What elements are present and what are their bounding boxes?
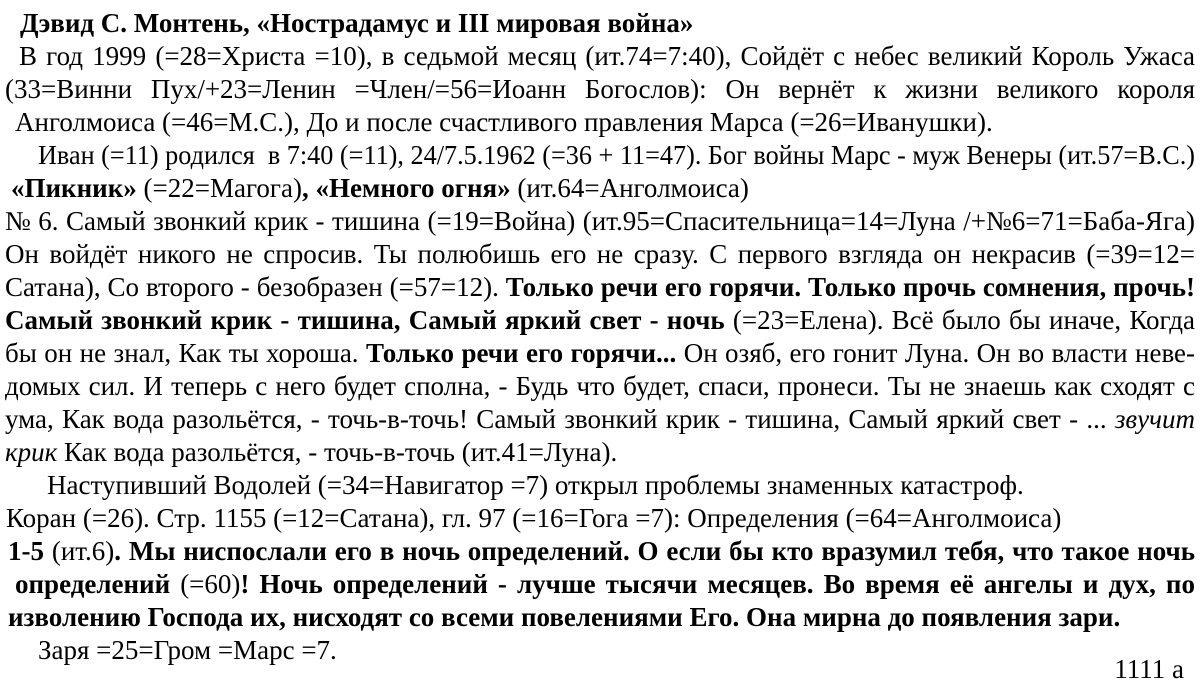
text-segment: Сатана), Со второго - безобразен (=57=12). <box>5 272 506 302</box>
text-line <box>5 403 1195 436</box>
text-line <box>5 40 1195 73</box>
bold-text: определений <box>15 569 181 599</box>
text-line <box>5 106 1195 139</box>
page-number: 1111 а <box>1114 654 1184 684</box>
bold-text: ! Ночь определений - лучше тысячи месяцев. Во время её ангелы и дух, по <box>240 569 1195 599</box>
text-segment: (ит.6) <box>51 536 115 566</box>
text-segment: (ит.64=Анголмоиса) <box>510 173 749 203</box>
text-segment: Он войдёт никого не спросив. Ты полюбишь его не сразу. С первого взгляда он некрасив (=39=12= <box>5 239 1195 269</box>
text-line-content <box>11 172 749 205</box>
text-segment: (=60) <box>180 569 241 599</box>
italic-text: звучит <box>1114 404 1195 434</box>
text-line <box>5 370 1195 403</box>
text-line <box>5 634 1195 667</box>
text-segment: бы он не знал, Как ты хороша. <box>5 338 366 368</box>
text-line <box>5 238 1195 271</box>
text-line-content <box>5 337 1195 370</box>
text-line <box>5 172 1195 205</box>
text-line-content <box>8 535 1195 568</box>
text-line-content <box>5 205 1195 238</box>
text-line-content <box>15 568 1195 601</box>
text-segment: Как вода разольётся, - точь-в-точь (ит.41=Луна). <box>57 437 618 467</box>
bold-text: . Мы ниспослали его в ночь определений. О если бы кто вразумил тебя, что такое ночь <box>114 536 1195 566</box>
bold-text: «Пикник» <box>11 173 137 203</box>
text-line <box>5 304 1195 337</box>
bold-text: , «Немного огня» <box>301 173 511 203</box>
text-segment: (=23=Елена). Всё было бы иначе, Когда <box>724 305 1195 335</box>
text-segment: ума, Как вода разольётся, - точь-в-точь! Самый звонкий крик - тишина, Самый яркий свет - ... <box>5 404 1115 434</box>
text-line <box>5 601 1195 634</box>
text-segment: Коран (=26). Стр. 1155 (=12=Сатана), гл. 97 (=16=Гога =7): Определения (=64=Анголмоиса) <box>6 503 1062 533</box>
text-line-content <box>47 469 1024 502</box>
text-line <box>5 205 1195 238</box>
text-line <box>5 436 1195 469</box>
text-line-content <box>6 502 1061 535</box>
bold-text: Самый звонкий крик - тишина, Самый яркий свет - ночь <box>5 305 725 335</box>
text-segment: Заря =25=Гром =Марс =7. <box>38 635 337 665</box>
text-segment: Он озяб, его гонит Луна. Он во власти неве- <box>676 338 1196 368</box>
text-line-content <box>15 106 993 139</box>
text-line-content <box>5 304 1195 337</box>
bold-text: Только речи его горячи. Только прочь сомнения, прочь! <box>505 272 1195 302</box>
text-segment: Анголмоиса (=46=М.С.), До и после счастливого правления Марса (=26=Иванушки). <box>15 107 993 137</box>
text-line-content <box>38 139 1195 172</box>
text-segment: домых сил. И теперь с него будет сполна, - Будь что будет, спаси, пронеси. Ты не знаешь как сходят с <box>5 371 1195 401</box>
text-line <box>5 469 1195 502</box>
bold-text: Только речи его горячи... <box>365 338 677 368</box>
text-line-content <box>5 436 617 469</box>
text-line-content <box>38 634 337 667</box>
text-line <box>5 7 1195 40</box>
text-line-content <box>8 601 1120 634</box>
text-line-content <box>5 403 1195 436</box>
text-line <box>5 337 1195 370</box>
text-line-content <box>19 40 1195 73</box>
text-line-content <box>5 370 1195 403</box>
text-segment: Наступивший Водолей (=34=Навигатор =7) открыл проблемы знаменных катастроф. <box>47 470 1024 500</box>
text-segment: (33=Винни Пух/+23=Ленин =Член/=56=Иоанн Богослов): Он вернёт к жизни великого короля <box>5 74 1195 104</box>
text-line-content <box>5 271 1195 304</box>
text-line <box>5 502 1195 535</box>
text-line <box>5 568 1195 601</box>
bold-text: Дэвид С. Монтень, «Нострадамус и III мировая война» <box>20 8 694 38</box>
text-segment: В год 1999 (=28=Христа =10), в седьмой месяц (ит.74=7:40), Сойдёт с небес великий Король Ужаса <box>19 41 1195 71</box>
bold-text: изволению Господа их, нисходят со всеми повелениями Его. Она мирна до появления зари. <box>8 602 1121 632</box>
text-segment: № 6. Самый звонкий крик - тишина (=19=Война) (ит.95=Спасительница=14=Луна /+№6=71=Баба-Яга) <box>5 206 1195 236</box>
text-line-content <box>20 7 693 40</box>
text-line <box>5 73 1195 106</box>
text-line-content <box>5 238 1195 271</box>
text-line-content <box>5 73 1195 106</box>
bold-text: 1-5 <box>8 536 52 566</box>
text-line <box>5 139 1195 172</box>
text-line <box>5 271 1195 304</box>
text-line <box>5 535 1195 568</box>
italic-text: крик <box>5 437 58 467</box>
text-segment: (=22=Магога) <box>136 173 302 203</box>
text-segment: Иван (=11) родился в 7:40 (=11), 24/7.5.1962 (=36 + 11=47). Бог войны Марс - муж Венеры (ит.57=В.С.) <box>38 140 1195 170</box>
document-text-block <box>5 7 1195 667</box>
